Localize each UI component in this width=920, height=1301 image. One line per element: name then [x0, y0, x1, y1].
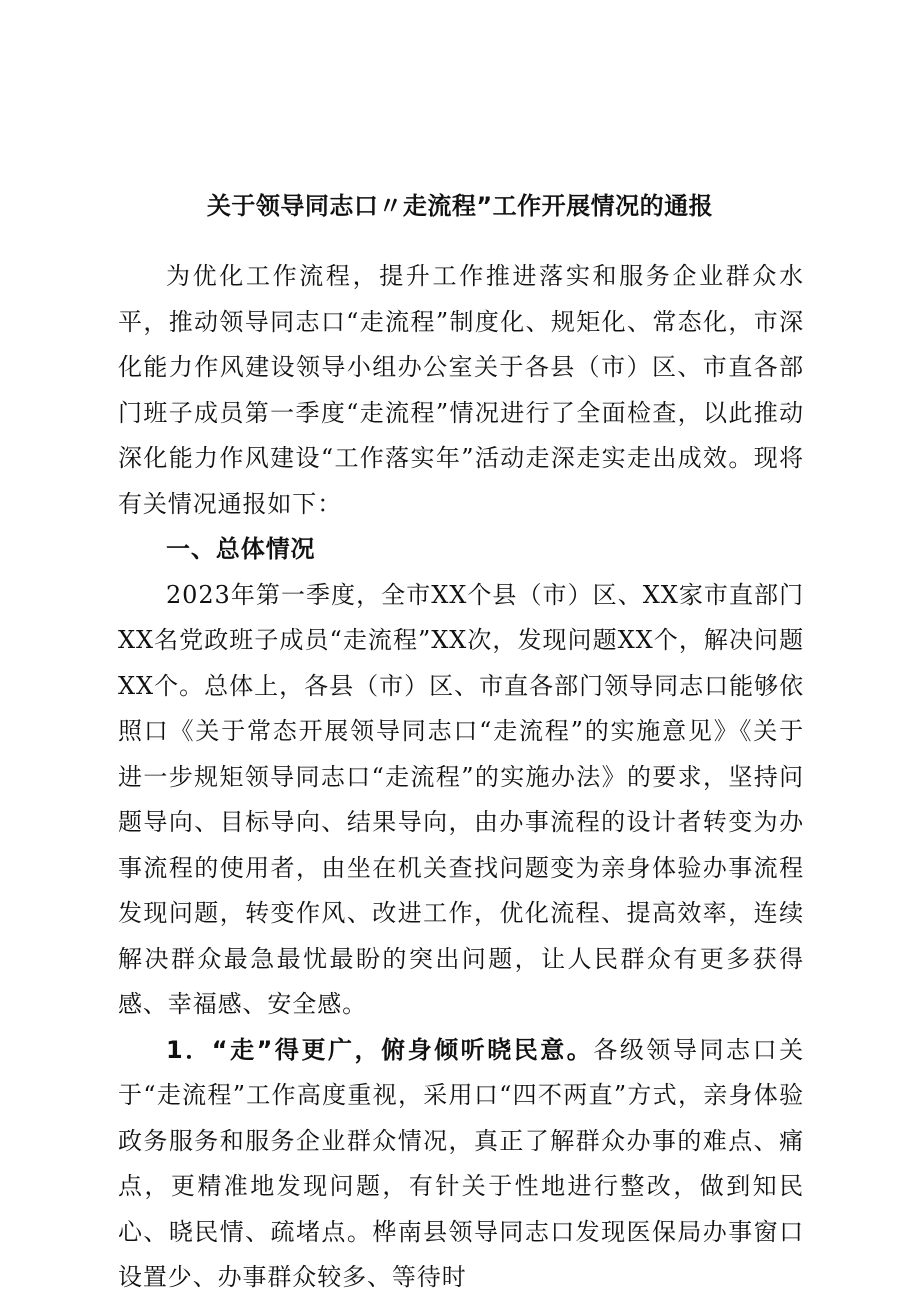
item-1-lead: 1．“走”得更广，俯身倾听晓民意。 [166, 1035, 594, 1064]
item-1-text: 各级领导同志口关于“走流程”工作高度重视，采用口“四不两直”方式，亲身体验政务服务和服务企业群众情况，真正了解群众办事的难点、痛点，更精准地发现问题，有针关于性地进行整改，做到知民心、晓民情、疏堵点。桦南县领导同志口发现医保局办事窗口设置少、办事群众较多、等待时 [118, 1035, 805, 1291]
overall-paragraph: 2023年第一季度，全市XX个县（市）区、XX家市直部门XX名党政班子成员“走流程”XX次，发现问题XX个，解决问题XX个。总体上，各县（市）区、市直各部门领导同志口能够依照口《关于常态开展领导同志口“走流程”的实施意见》《关于进一步规矩领导同志口“走流程”的实施办法》的要求，坚持问题导向、目标导向、结果导向，由办事流程的设计者转变为办事流程的使用者，由坐在机关查找问题变为亲身体验办事流程发现问题，转变作风、改进工作，优化流程、提高效率，连续解决群众最急最忧最盼的突出问题，让人民群众有更多获得感、幸福感、安全感。 [118, 580, 804, 1018]
document-body [118, 254, 804, 1301]
intro-paragraph: 为优化工作流程，提升工作推进落实和服务企业群众水平，推动领导同志口“走流程”制度化、规矩化、常态化，市深化能力作风建设领导小组办公室关于各县（市）区、市直各部门班子成员第一季度“走流程”情况进行了全面检查，以此推动深化能力作风建设“工作落实年”活动走深走实走出成效。现将有关情况通报如下： [118, 262, 804, 518]
item-1-paragraph [118, 1028, 804, 1301]
section-heading-overall: 一、总体情况 [166, 535, 316, 563]
document-title: 关于领导同志口〃走流程”工作开展情况的通报 [206, 192, 714, 220]
